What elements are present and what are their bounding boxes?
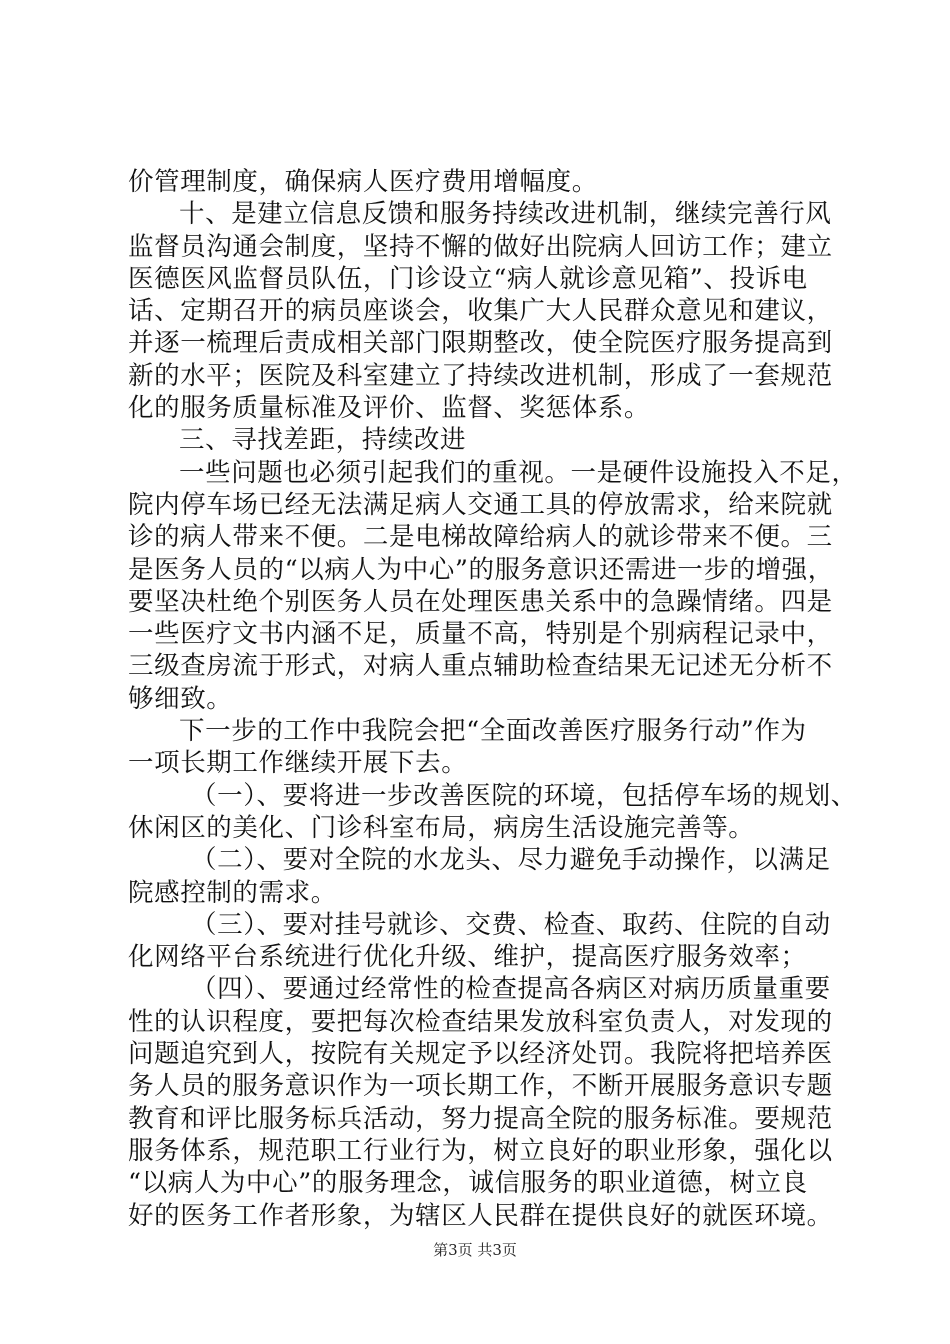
- text-line: （二）、要对全院的水龙头、尽力避免手动操作，以满足: [191, 845, 831, 876]
- text-line: 是医务人员的“以病人为中心”的服务意识还需进一步的增强，: [128, 554, 834, 585]
- text-line: 诊的病人带来不便。二是电梯故障给病人的就诊带来不便。三: [128, 522, 833, 553]
- text-line: （一）、要将进一步改善医院的环境，包括停车场的规划、: [191, 780, 857, 811]
- text-line: 务人员的服务意识作为一项长期工作，不断开展服务意识专题: [128, 1071, 833, 1102]
- text-line: 一些医疗文书内涵不足，质量不高，特别是个别病程记录中，: [128, 619, 833, 650]
- text-line: 休闲区的美化、门诊科室布局，病房生活设施完善等。: [128, 812, 755, 843]
- text-line: 好的医务工作者形象，为辖区人民群在提供良好的就医环境。: [128, 1200, 833, 1231]
- text-line: 要坚决杜绝个别医务人员在处理医患关系中的急躁情绪。四是: [128, 586, 833, 617]
- text-line: 化网络平台系统进行优化升级、维护，提高医疗服务效率；: [128, 942, 807, 973]
- text-line: 服务体系，规范职工行业行为，树立良好的职业形象，强化以: [128, 1135, 833, 1166]
- text-line: 化的服务质量标准及评价、监督、奖惩体系。: [128, 393, 651, 424]
- text-line: 一项长期工作继续开展下去。: [128, 748, 468, 779]
- text-line: 性的认识程度，要把每次检查结果发放科室负责人，对发现的: [128, 1006, 833, 1037]
- page-number-footer: 第3页 共3页: [433, 1241, 517, 1259]
- text-line: 院感控制的需求。: [128, 877, 337, 908]
- text-line: 价管理制度，确保病人医疗费用增幅度。: [128, 167, 598, 197]
- section-heading: 三、寻找差距，持续改进: [179, 425, 467, 456]
- text-line: （三）、要对挂号就诊、交费、检查、取药、住院的自动: [191, 909, 831, 940]
- text-line: 下一步的工作中我院会把“全面改善医疗服务行动”作为: [179, 716, 807, 747]
- text-line: 问题追究到人，按院有关规定予以经济处罚。我院将把培养医: [128, 1039, 833, 1070]
- text-line: 话、定期召开的病员座谈会，收集广大人民群众意见和建议，: [128, 296, 833, 327]
- text-line: 并逐一梳理后责成相关部门限期整改，使全院医疗服务提高到: [128, 328, 833, 359]
- text-line: 三级查房流于形式，对病人重点辅助检查结果无记述无分析不: [128, 651, 833, 682]
- text-line: 监督员沟通会制度，坚持不懈的做好出院病人回访工作；建立: [128, 231, 833, 262]
- text-line: 医德医风监督员队伍，门诊设立“病人就诊意见箱”、投诉电: [128, 263, 808, 294]
- text-line: 教育和评比服务标兵活动，努力提高全院的服务标准。要规范: [128, 1103, 833, 1134]
- text-line: 院内停车场已经无法满足病人交通工具的停放需求，给来院就: [128, 489, 833, 520]
- text-line: 新的水平；医院及科室建立了持续改进机制，形成了一套规范: [128, 360, 833, 391]
- text-line: “以病人为中心”的服务理念，诚信服务的职业道德，树立良: [128, 1168, 808, 1199]
- text-line: 一些问题也必须引起我们的重视。一是硬件设施投入不足，: [179, 457, 858, 488]
- text-line: 十、是建立信息反馈和服务持续改进机制，继续完善行风: [179, 199, 832, 230]
- document-body: [128, 166, 858, 1232]
- text-line: （四）、要通过经常性的检查提高各病区对病历质量重要: [191, 974, 831, 1005]
- text-line: 够细致。: [128, 683, 233, 714]
